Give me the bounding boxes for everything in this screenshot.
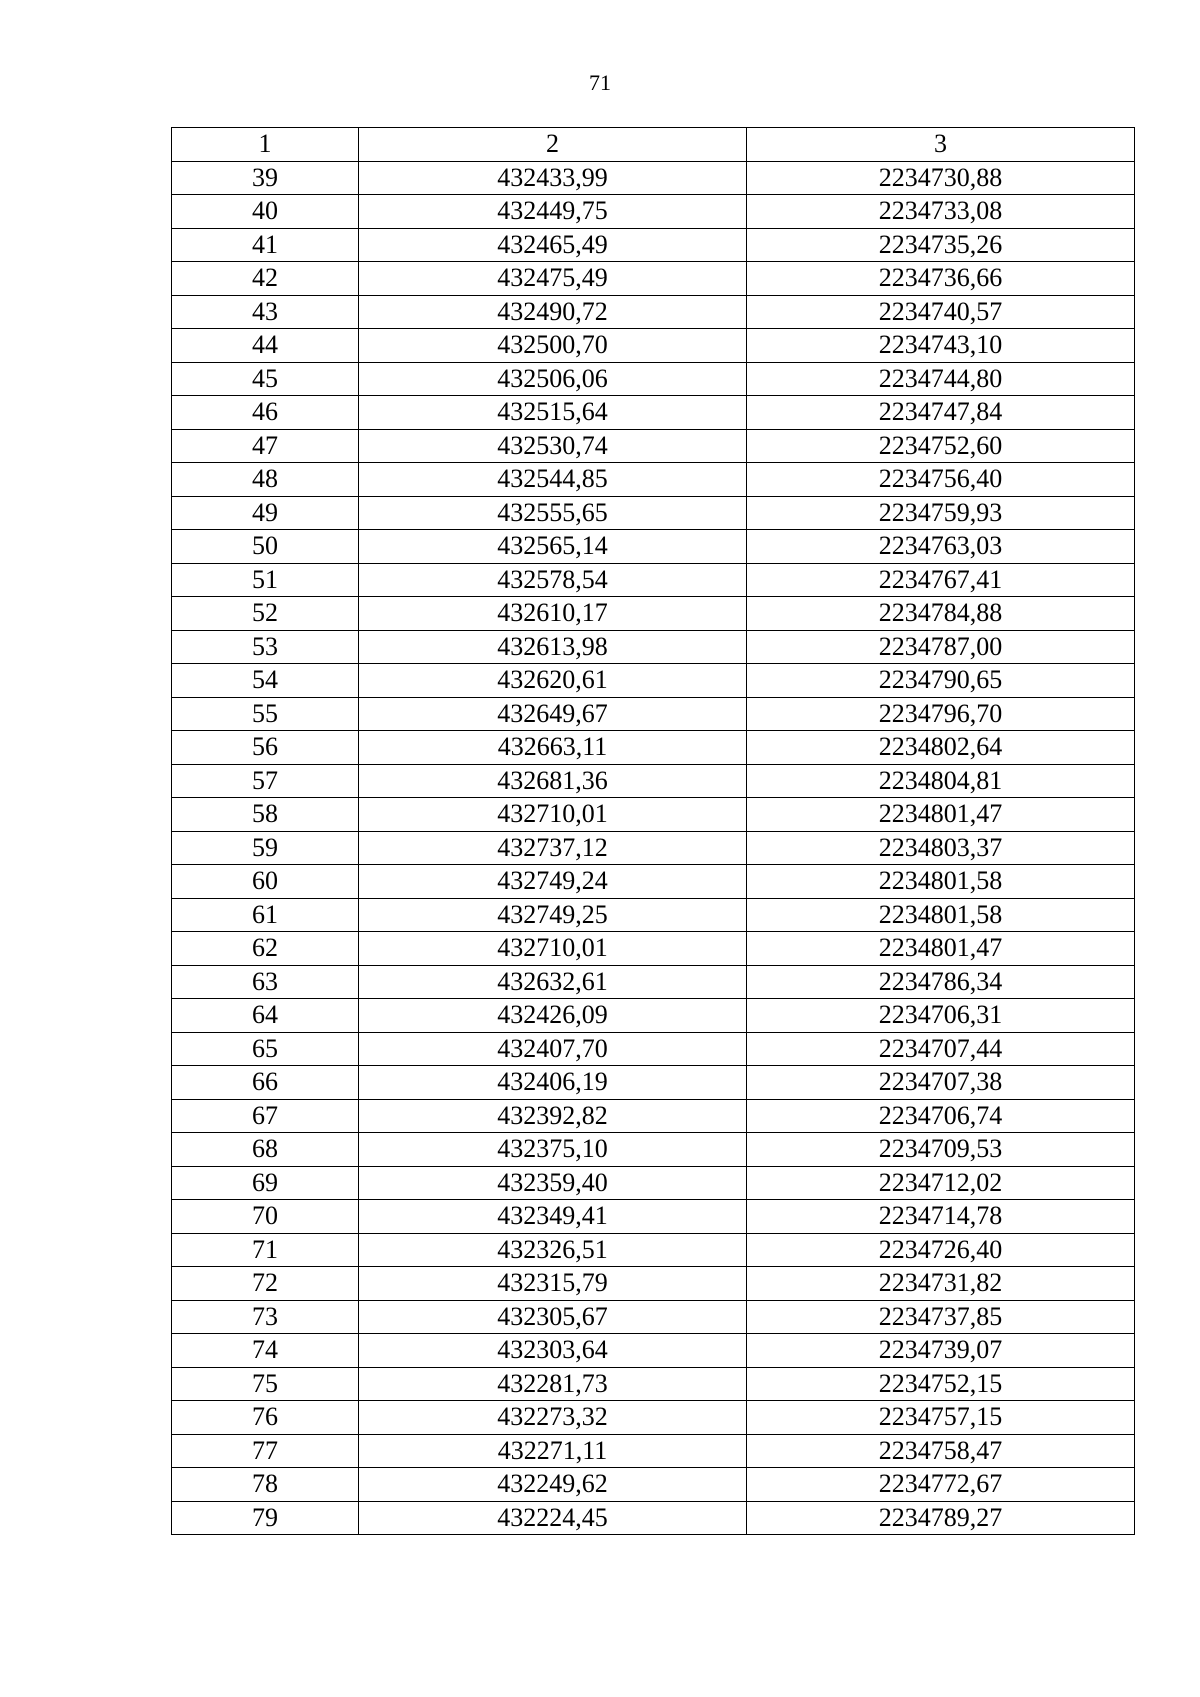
coordinate-x-cell: 432475,49 — [359, 262, 747, 296]
coordinate-x-cell: 432663,11 — [359, 731, 747, 765]
coordinate-x-cell: 432515,64 — [359, 396, 747, 430]
coordinate-y-cell: 2234744,80 — [747, 362, 1135, 396]
point-number-cell: 50 — [172, 530, 359, 564]
point-number-cell: 73 — [172, 1300, 359, 1334]
table-row — [172, 1133, 1135, 1167]
coordinate-y-cell: 2234784,88 — [747, 597, 1135, 631]
table-row — [172, 161, 1135, 195]
point-number-cell: 61 — [172, 898, 359, 932]
point-number-cell: 53 — [172, 630, 359, 664]
point-number-cell: 66 — [172, 1066, 359, 1100]
coordinate-x-cell: 432490,72 — [359, 295, 747, 329]
coordinate-y-cell: 2234756,40 — [747, 463, 1135, 497]
point-number-cell: 46 — [172, 396, 359, 430]
coordinate-y-cell: 2234706,74 — [747, 1099, 1135, 1133]
table-row — [172, 731, 1135, 765]
coordinate-y-cell: 2234801,47 — [747, 798, 1135, 832]
coordinate-x-cell: 432544,85 — [359, 463, 747, 497]
table-row — [172, 463, 1135, 497]
table-row — [172, 429, 1135, 463]
coordinate-x-cell: 432620,61 — [359, 664, 747, 698]
table-row — [172, 965, 1135, 999]
point-number-cell: 69 — [172, 1166, 359, 1200]
point-number-cell: 74 — [172, 1334, 359, 1368]
coordinate-y-cell: 2234786,34 — [747, 965, 1135, 999]
coordinate-y-cell: 2234767,41 — [747, 563, 1135, 597]
coordinate-x-cell: 432681,36 — [359, 764, 747, 798]
table-row — [172, 664, 1135, 698]
table-row — [172, 396, 1135, 430]
coordinate-x-cell: 432632,61 — [359, 965, 747, 999]
coordinate-y-cell: 2234707,44 — [747, 1032, 1135, 1066]
coordinate-x-cell: 432578,54 — [359, 563, 747, 597]
table-row — [172, 1233, 1135, 1267]
coordinate-x-cell: 432749,25 — [359, 898, 747, 932]
column-header: 1 — [172, 128, 359, 162]
table-row — [172, 831, 1135, 865]
coordinate-x-cell: 432737,12 — [359, 831, 747, 865]
coordinate-x-cell: 432565,14 — [359, 530, 747, 564]
coordinate-x-cell: 432710,01 — [359, 798, 747, 832]
table-row — [172, 295, 1135, 329]
coordinate-y-cell: 2234730,88 — [747, 161, 1135, 195]
point-number-cell: 39 — [172, 161, 359, 195]
coordinate-x-cell: 432349,41 — [359, 1200, 747, 1234]
coordinate-y-cell: 2234772,67 — [747, 1468, 1135, 1502]
coordinate-x-cell: 432375,10 — [359, 1133, 747, 1167]
table-row — [172, 1300, 1135, 1334]
coordinate-x-cell: 432649,67 — [359, 697, 747, 731]
table-row — [172, 329, 1135, 363]
point-number-cell: 71 — [172, 1233, 359, 1267]
coordinate-x-cell: 432271,11 — [359, 1434, 747, 1468]
coordinate-y-cell: 2234787,00 — [747, 630, 1135, 664]
column-header: 3 — [747, 128, 1135, 162]
point-number-cell: 45 — [172, 362, 359, 396]
table-row — [172, 1032, 1135, 1066]
table-row — [172, 1501, 1135, 1535]
coordinate-y-cell: 2234743,10 — [747, 329, 1135, 363]
point-number-cell: 78 — [172, 1468, 359, 1502]
coordinate-x-cell: 432749,24 — [359, 865, 747, 899]
point-number-cell: 43 — [172, 295, 359, 329]
coordinate-y-cell: 2234757,15 — [747, 1401, 1135, 1435]
point-number-cell: 75 — [172, 1367, 359, 1401]
point-number-cell: 49 — [172, 496, 359, 530]
coordinate-y-cell: 2234803,37 — [747, 831, 1135, 865]
page-number: 71 — [589, 70, 611, 95]
coordinate-x-cell: 432613,98 — [359, 630, 747, 664]
coordinate-y-cell: 2234801,58 — [747, 898, 1135, 932]
point-number-cell: 51 — [172, 563, 359, 597]
coordinate-y-cell: 2234731,82 — [747, 1267, 1135, 1301]
coordinate-y-cell: 2234740,57 — [747, 295, 1135, 329]
table-row — [172, 630, 1135, 664]
point-number-cell: 62 — [172, 932, 359, 966]
table-row — [172, 697, 1135, 731]
coordinate-y-cell: 2234735,26 — [747, 228, 1135, 262]
coordinate-x-cell: 432305,67 — [359, 1300, 747, 1334]
table-row — [172, 932, 1135, 966]
coordinates-table — [171, 127, 1135, 1535]
coordinate-y-cell: 2234714,78 — [747, 1200, 1135, 1234]
coordinate-y-cell: 2234709,53 — [747, 1133, 1135, 1167]
coordinate-x-cell: 432359,40 — [359, 1166, 747, 1200]
table-row — [172, 1066, 1135, 1100]
coordinate-y-cell: 2234737,85 — [747, 1300, 1135, 1334]
point-number-cell: 64 — [172, 999, 359, 1033]
point-number-cell: 67 — [172, 1099, 359, 1133]
table-row — [172, 1468, 1135, 1502]
coordinate-x-cell: 432449,75 — [359, 195, 747, 229]
coordinate-x-cell: 432500,70 — [359, 329, 747, 363]
table-row — [172, 999, 1135, 1033]
table-header-row — [172, 128, 1135, 162]
table-row — [172, 195, 1135, 229]
coordinate-y-cell: 2234733,08 — [747, 195, 1135, 229]
coordinate-y-cell: 2234726,40 — [747, 1233, 1135, 1267]
coordinate-y-cell: 2234758,47 — [747, 1434, 1135, 1468]
table-row — [172, 764, 1135, 798]
coordinate-x-cell: 432426,09 — [359, 999, 747, 1033]
point-number-cell: 57 — [172, 764, 359, 798]
point-number-cell: 55 — [172, 697, 359, 731]
point-number-cell: 47 — [172, 429, 359, 463]
coordinate-x-cell: 432315,79 — [359, 1267, 747, 1301]
point-number-cell: 48 — [172, 463, 359, 497]
coordinate-y-cell: 2234796,70 — [747, 697, 1135, 731]
table-row — [172, 262, 1135, 296]
coordinate-x-cell: 432224,45 — [359, 1501, 747, 1535]
table-row — [172, 898, 1135, 932]
coordinate-x-cell: 432710,01 — [359, 932, 747, 966]
coordinate-y-cell: 2234804,81 — [747, 764, 1135, 798]
coordinate-y-cell: 2234763,03 — [747, 530, 1135, 564]
coordinates-table-body — [172, 128, 1135, 1535]
coordinate-x-cell: 432392,82 — [359, 1099, 747, 1133]
point-number-cell: 54 — [172, 664, 359, 698]
column-header: 2 — [359, 128, 747, 162]
coordinate-x-cell: 432555,65 — [359, 496, 747, 530]
table-row — [172, 228, 1135, 262]
coordinate-x-cell: 432273,32 — [359, 1401, 747, 1435]
coordinate-x-cell: 432506,06 — [359, 362, 747, 396]
table-row — [172, 563, 1135, 597]
coordinate-y-cell: 2234752,15 — [747, 1367, 1135, 1401]
table-row — [172, 798, 1135, 832]
point-number-cell: 68 — [172, 1133, 359, 1167]
point-number-cell: 58 — [172, 798, 359, 832]
coordinate-x-cell: 432433,99 — [359, 161, 747, 195]
coordinate-y-cell: 2234752,60 — [747, 429, 1135, 463]
point-number-cell: 52 — [172, 597, 359, 631]
coordinate-y-cell: 2234789,27 — [747, 1501, 1135, 1535]
coordinate-y-cell: 2234707,38 — [747, 1066, 1135, 1100]
point-number-cell: 76 — [172, 1401, 359, 1435]
point-number-cell: 65 — [172, 1032, 359, 1066]
coordinate-x-cell: 432407,70 — [359, 1032, 747, 1066]
coordinate-x-cell: 432249,62 — [359, 1468, 747, 1502]
table-row — [172, 1401, 1135, 1435]
coordinate-x-cell: 432281,73 — [359, 1367, 747, 1401]
coordinate-x-cell: 432465,49 — [359, 228, 747, 262]
table-row — [172, 1434, 1135, 1468]
point-number-cell: 72 — [172, 1267, 359, 1301]
point-number-cell: 56 — [172, 731, 359, 765]
table-row — [172, 597, 1135, 631]
point-number-cell: 40 — [172, 195, 359, 229]
coordinate-y-cell: 2234736,66 — [747, 262, 1135, 296]
coordinate-y-cell: 2234706,31 — [747, 999, 1135, 1033]
coordinate-y-cell: 2234790,65 — [747, 664, 1135, 698]
point-number-cell: 59 — [172, 831, 359, 865]
coordinate-x-cell: 432406,19 — [359, 1066, 747, 1100]
table-row — [172, 1099, 1135, 1133]
point-number-cell: 79 — [172, 1501, 359, 1535]
coordinate-y-cell: 2234801,47 — [747, 932, 1135, 966]
point-number-cell: 63 — [172, 965, 359, 999]
coordinate-y-cell: 2234802,64 — [747, 731, 1135, 765]
point-number-cell: 77 — [172, 1434, 359, 1468]
coordinate-x-cell: 432530,74 — [359, 429, 747, 463]
point-number-cell: 60 — [172, 865, 359, 899]
table-row — [172, 1334, 1135, 1368]
point-number-cell: 70 — [172, 1200, 359, 1234]
coordinate-x-cell: 432326,51 — [359, 1233, 747, 1267]
coordinate-x-cell: 432303,64 — [359, 1334, 747, 1368]
coordinate-y-cell: 2234801,58 — [747, 865, 1135, 899]
table-row — [172, 496, 1135, 530]
table-row — [172, 1166, 1135, 1200]
coordinate-y-cell: 2234747,84 — [747, 396, 1135, 430]
table-row — [172, 865, 1135, 899]
table-row — [172, 530, 1135, 564]
coordinate-y-cell: 2234739,07 — [747, 1334, 1135, 1368]
table-row — [172, 1200, 1135, 1234]
coordinate-y-cell: 2234712,02 — [747, 1166, 1135, 1200]
point-number-cell: 41 — [172, 228, 359, 262]
table-row — [172, 1367, 1135, 1401]
table-row — [172, 362, 1135, 396]
coordinate-x-cell: 432610,17 — [359, 597, 747, 631]
point-number-cell: 42 — [172, 262, 359, 296]
table-row — [172, 1267, 1135, 1301]
point-number-cell: 44 — [172, 329, 359, 363]
coordinate-y-cell: 2234759,93 — [747, 496, 1135, 530]
